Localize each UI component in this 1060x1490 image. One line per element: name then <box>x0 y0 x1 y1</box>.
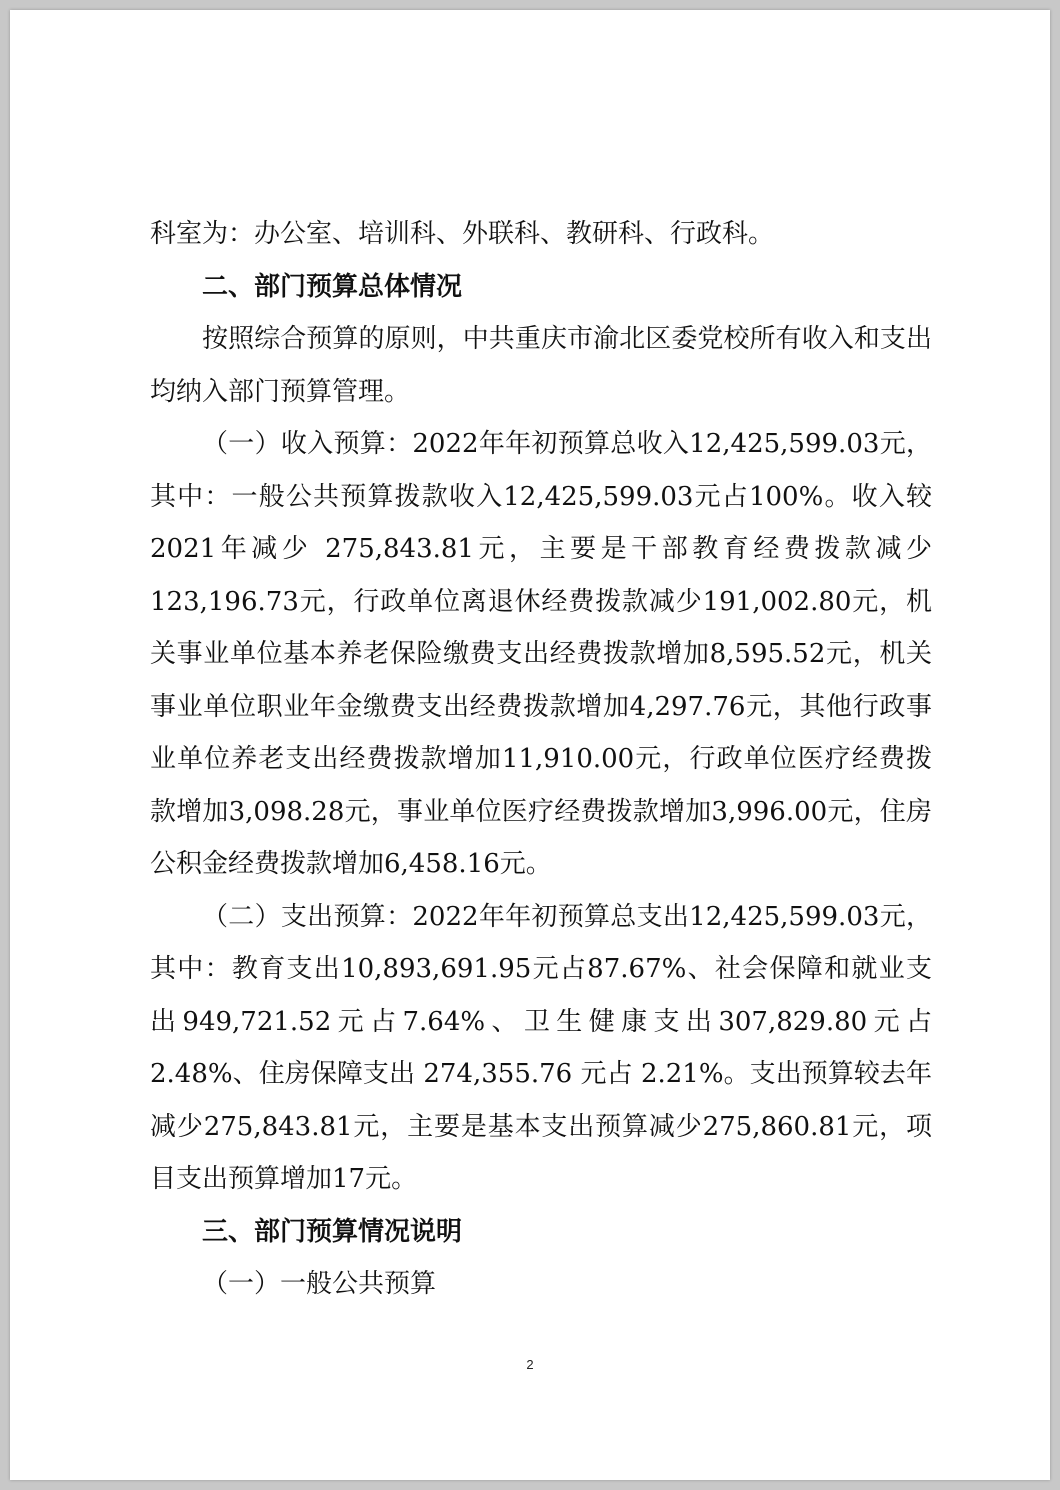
document-body <box>150 208 932 1311</box>
paragraph-income-budget: （一）收入预算：2022年年初预算总收入12,425,599.03元，其中：一般公共预算拨款收入12,425,599.03元占100%。收入较2021年减少 275,843.81元，主要是干部教育经费拨款减少123,196.73元，行政单位离退休经费拨款减少191,002.80元，机关事业单位基本养老保险缴费支出经费拨款增加8,595.52元，机关事业单位职业年金缴费支出经费拨款增加4,297.76元，其他行政事业单位养老支出经费拨款增加11,910.00元，行政单位医疗经费拨款增加3,098.28元，事业单位医疗经费拨款增加3,996.00元，住房公积金经费拨款增加6,458.16元。 <box>150 429 932 879</box>
paragraph-expenditure-budget: （二）支出预算：2022年年初预算总支出12,425,599.03元，其中：教育支出10,893,691.95元占87.67%、社会保障和就业支出949,721.52元占7.64%、卫生健康支出307,829.80元占2.48%、住房保障支出 274,355.76 元占 2.21%。支出预算较去年减少275,843.81元，主要是基本支出预算减少275,860.81元，项目支出预算增加17元。 <box>150 901 932 1194</box>
heading-budget-overview: 二、部门预算总体情况 <box>202 271 463 302</box>
subheading-general-public-budget: （一）一般公共预算 <box>202 1269 437 1299</box>
paragraph-budget-principle: 按照综合预算的原则，中共重庆市渝北区委党校所有收入和支出均纳入部门预算管理。 <box>150 324 932 407</box>
page-number: 2 <box>526 1357 534 1372</box>
paragraph-department-list: 科室为：办公室、培训科、外联科、教研科、行政科。 <box>150 219 775 249</box>
document-page <box>10 10 1050 1480</box>
heading-budget-explanation: 三、部门预算情况说明 <box>202 1216 463 1247</box>
